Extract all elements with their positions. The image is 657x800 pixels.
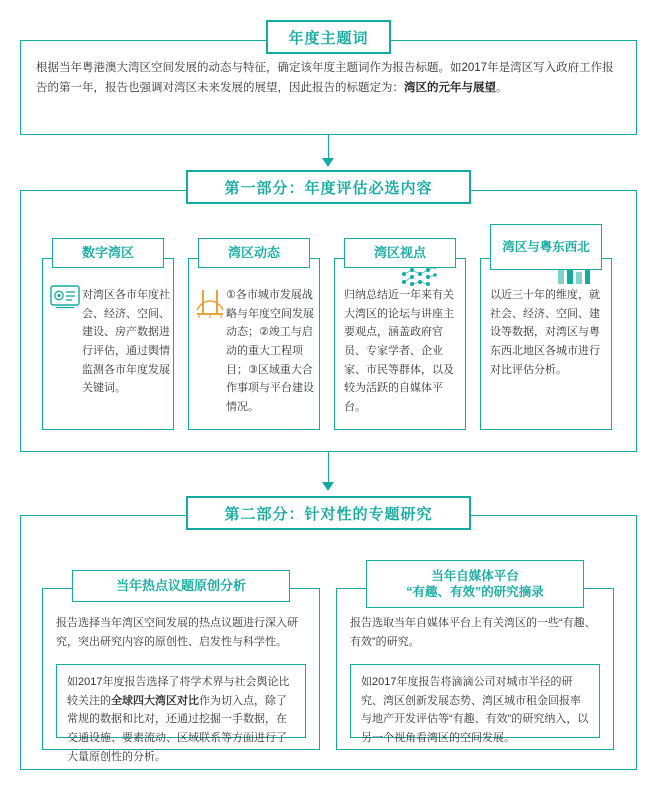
part2-card-2-heading-line2: “有趣、有效”的研究摘录 — [406, 585, 544, 599]
part1-card-1-text: 对湾区各市年度社会、经济、空间、建设、房产数据进行评估，通过舆情监测各市年度发展关键词。 — [82, 289, 170, 395]
part1-card-2-text: ①各市城市发展战略与年度空间发展动态；②竣工与启动的重大工程项目；③区域重大合作事项与平台建设情况。 — [226, 289, 314, 414]
bridge-icon — [195, 288, 225, 320]
part2-title: 第二部分：针对性的专题研究 — [186, 496, 471, 530]
part1-title: 第一部分：年度评估必选内容 — [186, 170, 471, 204]
part2-card-2-heading-line1: 当年自媒体平台 — [431, 568, 519, 583]
part2-card-1-text: 报告选择当年湾区空间发展的热点议题进行深入研究，突出研究内容的原创性、启发性与科学性。 — [56, 617, 298, 648]
connector-top-to-part1 — [328, 135, 329, 160]
part1-card-1-heading: 数字湾区 — [52, 238, 164, 268]
part1-card-4-text: 以近三十年的维度，就社会、经济、空间、建设等数据，对湾区与粤东西北地区各城市进行对比评估分析。 — [490, 289, 600, 376]
connector-top-arrow — [322, 158, 334, 167]
connector-part1-arrow — [322, 482, 334, 491]
part1-card-4-heading: 湾区与粤东西北 — [490, 224, 602, 270]
part1-card-2-heading: 湾区动态 — [198, 238, 310, 268]
top-body-text: 根据当年粤港澳大湾区空间发展的动态与特征，确定该年度主题词作为报告标题。如2017年是湾区写入政府工作报告的第一年，报告也强调对湾区未来发展的展望，因此报告的标题定为： — [36, 62, 614, 95]
part2-card-2-text: 报告选取当年自媒体平台上有关湾区的一些“有趣、有效”的研究。 — [350, 617, 596, 648]
top-section-title: 年度主题词 — [266, 20, 391, 54]
part2-card-2-note: 如2017年度报告将滴滴公司对城市半径的研究、湾区创新发展态势、湾区城市租金回报率与地产开发评估等“有趣、有效”的研究纳入，以另一个视角看湾区的空间发展。 — [350, 664, 600, 738]
part2-note-1-bold: 全球四大湾区对比 — [111, 694, 199, 707]
part2-note-1-pre: 如2017年度报告选择了将学术界与社会舆论比较关注的 — [67, 676, 290, 707]
part1-card-3-text: 归纳总结近一年来有关大湾区的论坛与讲座主要观点，涵盖政府官员、专家学者、企业家、市民等群体，以及较为活跃的自媒体平台。 — [344, 289, 454, 414]
connector-part1-to-part2 — [328, 452, 329, 484]
part2-note-1-post: 作为切入点，除了常规的数据和比对，还通过挖掘一手数据，在交通设施、要素流动、区域联系等方面进行了大量原创性的分析。 — [67, 694, 287, 763]
part1-card-3-heading: 湾区视点 — [344, 238, 456, 268]
certificate-icon — [50, 284, 80, 310]
top-body-bold: 湾区的元年与展望 — [404, 82, 496, 95]
part2-card-1-note — [56, 664, 306, 763]
part2-card-2-heading — [366, 560, 584, 608]
part2-card-1-heading: 当年热点议题原创分析 — [72, 570, 290, 602]
top-body-tail: 。 — [496, 82, 508, 95]
top-section-body — [36, 58, 624, 98]
